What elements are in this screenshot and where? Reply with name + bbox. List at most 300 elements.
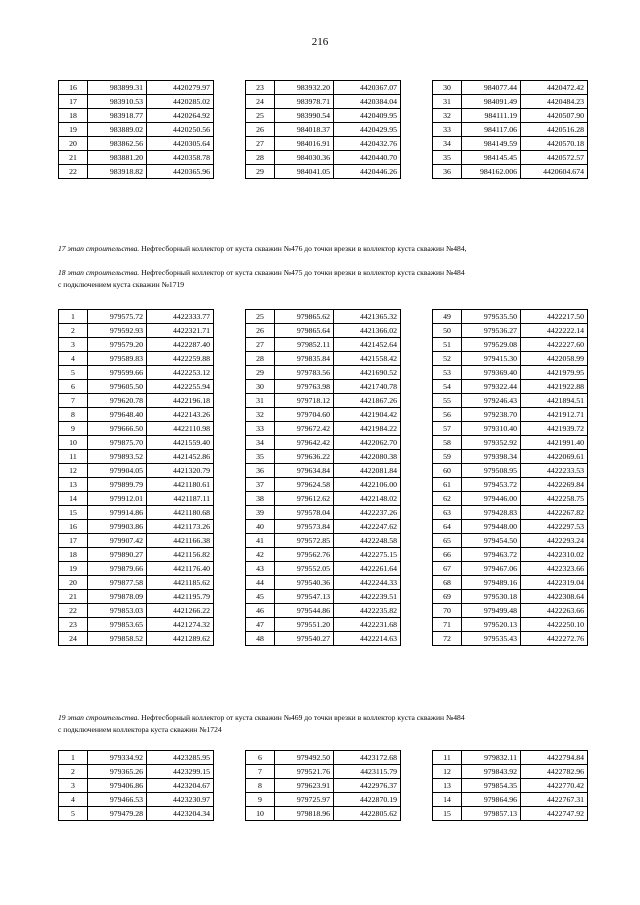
y-coordinate-cell: 4420409.95 (334, 109, 401, 123)
point-number-cell: 24 (59, 632, 88, 646)
point-number-cell: 35 (433, 151, 462, 165)
table-row (246, 324, 401, 338)
point-number-cell: 2 (59, 324, 88, 338)
point-number-cell: 40 (246, 520, 275, 534)
caption-stage-17 (58, 243, 598, 255)
table-row (59, 366, 214, 380)
x-coordinate-cell: 983889.02 (88, 123, 147, 137)
table-row (433, 352, 588, 366)
y-coordinate-cell: 4421195.79 (147, 590, 214, 604)
table-row (59, 618, 214, 632)
point-number-cell: 1 (59, 310, 88, 324)
table-row (433, 604, 588, 618)
table-row (246, 464, 401, 478)
y-coordinate-cell: 4422248.58 (334, 534, 401, 548)
y-coordinate-cell: 4420285.02 (147, 95, 214, 109)
point-number-cell: 65 (433, 534, 462, 548)
point-number-cell: 8 (59, 408, 88, 422)
x-coordinate-cell: 979843.92 (462, 765, 521, 779)
y-coordinate-cell: 4422261.64 (334, 562, 401, 576)
caption-stage-18 (58, 267, 598, 291)
y-coordinate-cell: 4422293.24 (521, 534, 588, 548)
y-coordinate-cell: 4422253.12 (147, 366, 214, 380)
table-row (246, 779, 401, 793)
y-coordinate-cell: 4422231.68 (334, 618, 401, 632)
table-row (433, 151, 588, 165)
x-coordinate-cell: 979508.95 (462, 464, 521, 478)
y-coordinate-cell: 4422148.02 (334, 492, 401, 506)
y-coordinate-cell: 4422747.92 (521, 807, 588, 821)
point-number-cell: 14 (433, 793, 462, 807)
table-row (246, 793, 401, 807)
y-coordinate-cell: 4421558.42 (334, 352, 401, 366)
y-coordinate-cell: 4421991.40 (521, 436, 588, 450)
table-row (246, 394, 401, 408)
table-row (433, 81, 588, 95)
x-coordinate-cell: 979605.50 (88, 380, 147, 394)
x-coordinate-cell: 984145.45 (462, 151, 521, 165)
x-coordinate-cell: 979551.20 (275, 618, 334, 632)
coordinates-table (58, 80, 214, 179)
x-coordinate-cell: 979620.78 (88, 394, 147, 408)
y-coordinate-cell: 4422319.04 (521, 576, 588, 590)
table-row (433, 618, 588, 632)
y-coordinate-cell: 4421452.64 (334, 338, 401, 352)
y-coordinate-cell: 4422062.70 (334, 436, 401, 450)
x-coordinate-cell: 979589.83 (88, 352, 147, 366)
table-row (246, 562, 401, 576)
table-row (246, 310, 401, 324)
x-coordinate-cell: 979877.58 (88, 576, 147, 590)
x-coordinate-cell: 979899.79 (88, 478, 147, 492)
coordinates-section-1 (58, 80, 588, 179)
x-coordinate-cell: 984016.91 (275, 137, 334, 151)
table-row (59, 338, 214, 352)
y-coordinate-cell: 4421274.32 (147, 618, 214, 632)
y-coordinate-cell: 4422247.62 (334, 520, 401, 534)
point-number-cell: 22 (59, 165, 88, 179)
table-row (246, 165, 401, 179)
x-coordinate-cell: 979875.70 (88, 436, 147, 450)
point-number-cell: 68 (433, 576, 462, 590)
table-row (433, 394, 588, 408)
table-row (59, 751, 214, 765)
y-coordinate-cell: 4420305.64 (147, 137, 214, 151)
y-coordinate-cell: 4422269.84 (521, 478, 588, 492)
y-coordinate-cell: 4421176.40 (147, 562, 214, 576)
table-row (59, 534, 214, 548)
x-coordinate-cell: 983910.53 (88, 95, 147, 109)
y-coordinate-cell: 4421559.40 (147, 436, 214, 450)
table-row (59, 310, 214, 324)
y-coordinate-cell: 4421180.68 (147, 506, 214, 520)
y-coordinate-cell: 4421452.86 (147, 450, 214, 464)
y-coordinate-cell: 4422258.75 (521, 492, 588, 506)
table-row (59, 807, 214, 821)
x-coordinate-cell: 979535.50 (462, 310, 521, 324)
coordinates-section-2 (58, 309, 588, 646)
point-number-cell: 52 (433, 352, 462, 366)
y-coordinate-cell: 4422333.77 (147, 310, 214, 324)
point-number-cell: 60 (433, 464, 462, 478)
table-row (246, 352, 401, 366)
point-number-cell: 11 (433, 751, 462, 765)
x-coordinate-cell: 979369.40 (462, 366, 521, 380)
x-coordinate-cell: 984091.49 (462, 95, 521, 109)
table-row (246, 95, 401, 109)
table-row (433, 751, 588, 765)
point-number-cell: 70 (433, 604, 462, 618)
table-row (433, 520, 588, 534)
x-coordinate-cell: 979835.84 (275, 352, 334, 366)
point-number-cell: 4 (59, 793, 88, 807)
table-row (59, 464, 214, 478)
point-number-cell: 62 (433, 492, 462, 506)
caption-stage-19-line2: с подключением коллектора куста скважин №1724 (58, 725, 222, 734)
point-number-cell: 18 (59, 548, 88, 562)
x-coordinate-cell: 979865.62 (275, 310, 334, 324)
table-row (433, 324, 588, 338)
x-coordinate-cell: 979572.85 (275, 534, 334, 548)
y-coordinate-cell: 4421180.61 (147, 478, 214, 492)
caption-stage-17-text: Нефтесборный коллектор от куста скважин №476 до точки врезки в коллектор куста скважин №484, (139, 244, 467, 253)
x-coordinate-cell: 979540.27 (275, 632, 334, 646)
point-number-cell: 9 (59, 422, 88, 436)
point-number-cell: 43 (246, 562, 275, 576)
x-coordinate-cell: 979907.42 (88, 534, 147, 548)
point-number-cell: 2 (59, 765, 88, 779)
x-coordinate-cell: 983918.82 (88, 165, 147, 179)
table-row (59, 408, 214, 422)
table-row (433, 576, 588, 590)
y-coordinate-cell: 4421984.22 (334, 422, 401, 436)
table-row (433, 137, 588, 151)
point-number-cell: 67 (433, 562, 462, 576)
table-row (433, 632, 588, 646)
table-row (246, 123, 401, 137)
y-coordinate-cell: 4420484.23 (521, 95, 588, 109)
y-coordinate-cell: 4422069.61 (521, 450, 588, 464)
x-coordinate-cell: 979520.13 (462, 618, 521, 632)
table-row (59, 165, 214, 179)
y-coordinate-cell: 4422310.02 (521, 548, 588, 562)
x-coordinate-cell: 979530.18 (462, 590, 521, 604)
point-number-cell: 33 (246, 422, 275, 436)
x-coordinate-cell: 979642.42 (275, 436, 334, 450)
y-coordinate-cell: 4421904.42 (334, 408, 401, 422)
x-coordinate-cell: 984117.06 (462, 123, 521, 137)
point-number-cell: 15 (59, 506, 88, 520)
point-number-cell: 50 (433, 324, 462, 338)
x-coordinate-cell: 979858.52 (88, 632, 147, 646)
table-row (433, 366, 588, 380)
point-number-cell: 72 (433, 632, 462, 646)
table-row (59, 324, 214, 338)
y-coordinate-cell: 4420250.56 (147, 123, 214, 137)
y-coordinate-cell: 4422767.31 (521, 793, 588, 807)
point-number-cell: 10 (59, 436, 88, 450)
y-coordinate-cell: 4422275.15 (334, 548, 401, 562)
table-row (433, 534, 588, 548)
y-coordinate-cell: 4420570.18 (521, 137, 588, 151)
y-coordinate-cell: 4420446.26 (334, 165, 401, 179)
table-row (59, 436, 214, 450)
x-coordinate-cell: 983862.56 (88, 137, 147, 151)
y-coordinate-cell: 4420604.674 (521, 165, 588, 179)
y-coordinate-cell: 4422106.00 (334, 478, 401, 492)
y-coordinate-cell: 4421320.79 (147, 464, 214, 478)
table-row (433, 436, 588, 450)
point-number-cell: 55 (433, 394, 462, 408)
point-number-cell: 25 (246, 109, 275, 123)
x-coordinate-cell: 979666.50 (88, 422, 147, 436)
y-coordinate-cell: 4422267.82 (521, 506, 588, 520)
point-number-cell: 16 (59, 520, 88, 534)
table-row (246, 807, 401, 821)
x-coordinate-cell: 979783.56 (275, 366, 334, 380)
x-coordinate-cell: 984030.36 (275, 151, 334, 165)
x-coordinate-cell: 979818.96 (275, 807, 334, 821)
table-row (246, 548, 401, 562)
table-row (433, 807, 588, 821)
point-number-cell: 19 (59, 123, 88, 137)
point-number-cell: 34 (433, 137, 462, 151)
x-coordinate-cell: 979448.00 (462, 520, 521, 534)
y-coordinate-cell: 4422244.33 (334, 576, 401, 590)
y-coordinate-cell: 4422143.26 (147, 408, 214, 422)
point-number-cell: 45 (246, 590, 275, 604)
point-number-cell: 5 (59, 366, 88, 380)
table-row (433, 506, 588, 520)
y-coordinate-cell: 4422805.62 (334, 807, 401, 821)
point-number-cell: 9 (246, 793, 275, 807)
x-coordinate-cell: 979365.26 (88, 765, 147, 779)
point-number-cell: 18 (59, 109, 88, 123)
x-coordinate-cell: 979479.28 (88, 807, 147, 821)
y-coordinate-cell: 4422259.88 (147, 352, 214, 366)
x-coordinate-cell: 979725.97 (275, 793, 334, 807)
point-number-cell: 42 (246, 548, 275, 562)
x-coordinate-cell: 979322.44 (462, 380, 521, 394)
point-number-cell: 31 (433, 95, 462, 109)
table-row (433, 562, 588, 576)
point-number-cell: 7 (59, 394, 88, 408)
table-row (433, 464, 588, 478)
table-row (59, 632, 214, 646)
table-row (246, 632, 401, 646)
point-number-cell: 38 (246, 492, 275, 506)
x-coordinate-cell: 979547.13 (275, 590, 334, 604)
point-number-cell: 24 (246, 95, 275, 109)
point-number-cell: 37 (246, 478, 275, 492)
table-row (246, 751, 401, 765)
point-number-cell: 23 (59, 618, 88, 632)
table-row (59, 352, 214, 366)
table-row (59, 793, 214, 807)
coordinates-table (432, 309, 588, 646)
y-coordinate-cell: 4423172.68 (334, 751, 401, 765)
point-number-cell: 63 (433, 506, 462, 520)
point-number-cell: 21 (59, 151, 88, 165)
point-number-cell: 8 (246, 779, 275, 793)
y-coordinate-cell: 4420432.76 (334, 137, 401, 151)
caption-stage-18-line2: с подключением куста скважин №1719 (58, 280, 185, 289)
y-coordinate-cell: 4420279.97 (147, 81, 214, 95)
y-coordinate-cell: 4422770.42 (521, 779, 588, 793)
table-row (433, 765, 588, 779)
y-coordinate-cell: 4421185.62 (147, 576, 214, 590)
table-row (59, 590, 214, 604)
table-row (59, 506, 214, 520)
point-number-cell: 47 (246, 618, 275, 632)
table-row (59, 151, 214, 165)
point-number-cell: 29 (246, 165, 275, 179)
coordinates-table (432, 80, 588, 179)
point-number-cell: 22 (59, 604, 88, 618)
x-coordinate-cell: 979763.98 (275, 380, 334, 394)
table-row (433, 408, 588, 422)
y-coordinate-cell: 4422237.26 (334, 506, 401, 520)
table-row (246, 534, 401, 548)
x-coordinate-cell: 979903.86 (88, 520, 147, 534)
point-number-cell: 4 (59, 352, 88, 366)
table-row (59, 492, 214, 506)
point-number-cell: 32 (246, 408, 275, 422)
y-coordinate-cell: 4422235.82 (334, 604, 401, 618)
point-number-cell: 56 (433, 408, 462, 422)
point-number-cell: 23 (246, 81, 275, 95)
point-number-cell: 12 (433, 765, 462, 779)
caption-stage-19-text: Нефтесборный коллектор от куста скважин №469 до точки врезки в коллектор куста скважин №484 (139, 713, 465, 722)
x-coordinate-cell: 984149.59 (462, 137, 521, 151)
point-number-cell: 7 (246, 765, 275, 779)
table-row (246, 422, 401, 436)
coordinates-table (58, 750, 214, 821)
table-row (59, 422, 214, 436)
y-coordinate-cell: 4421289.62 (147, 632, 214, 646)
x-coordinate-cell: 984162.006 (462, 165, 521, 179)
x-coordinate-cell: 979879.66 (88, 562, 147, 576)
caption-stage-17-lead: 17 этап строительства. (58, 244, 140, 253)
point-number-cell: 36 (433, 165, 462, 179)
y-coordinate-cell: 4421939.72 (521, 422, 588, 436)
point-number-cell: 29 (246, 366, 275, 380)
point-number-cell: 21 (59, 590, 88, 604)
table-row (246, 765, 401, 779)
y-coordinate-cell: 4423115.79 (334, 765, 401, 779)
table-row (246, 618, 401, 632)
x-coordinate-cell: 979529.08 (462, 338, 521, 352)
x-coordinate-cell: 979612.62 (275, 492, 334, 506)
point-number-cell: 14 (59, 492, 88, 506)
x-coordinate-cell: 979544.86 (275, 604, 334, 618)
point-number-cell: 12 (59, 464, 88, 478)
x-coordinate-cell: 979578.04 (275, 506, 334, 520)
coordinates-section-3 (58, 750, 588, 821)
x-coordinate-cell: 979562.76 (275, 548, 334, 562)
y-coordinate-cell: 4421922.88 (521, 380, 588, 394)
table-row (59, 520, 214, 534)
table-row (246, 492, 401, 506)
x-coordinate-cell: 984077.44 (462, 81, 521, 95)
table-row (59, 123, 214, 137)
table-row (433, 165, 588, 179)
point-number-cell: 10 (246, 807, 275, 821)
y-coordinate-cell: 4423230.97 (147, 793, 214, 807)
y-coordinate-cell: 4422250.10 (521, 618, 588, 632)
table-row (246, 450, 401, 464)
x-coordinate-cell: 983978.71 (275, 95, 334, 109)
x-coordinate-cell: 979648.40 (88, 408, 147, 422)
coordinates-table (245, 750, 401, 821)
table-row (433, 492, 588, 506)
table-row (59, 478, 214, 492)
y-coordinate-cell: 4422323.66 (521, 562, 588, 576)
point-number-cell: 71 (433, 618, 462, 632)
y-coordinate-cell: 4421266.22 (147, 604, 214, 618)
table-row (433, 310, 588, 324)
table-row (433, 422, 588, 436)
x-coordinate-cell: 979492.50 (275, 751, 334, 765)
point-number-cell: 64 (433, 520, 462, 534)
x-coordinate-cell: 984018.37 (275, 123, 334, 137)
point-number-cell: 16 (59, 81, 88, 95)
x-coordinate-cell: 979852.11 (275, 338, 334, 352)
coordinates-table (432, 750, 588, 821)
x-coordinate-cell: 979454.50 (462, 534, 521, 548)
y-coordinate-cell: 4420367.07 (334, 81, 401, 95)
y-coordinate-cell: 4423285.95 (147, 751, 214, 765)
x-coordinate-cell: 979853.65 (88, 618, 147, 632)
x-coordinate-cell: 984111.19 (462, 109, 521, 123)
point-number-cell: 27 (246, 338, 275, 352)
point-number-cell: 20 (59, 137, 88, 151)
y-coordinate-cell: 4421366.02 (334, 324, 401, 338)
point-number-cell: 53 (433, 366, 462, 380)
y-coordinate-cell: 4422297.53 (521, 520, 588, 534)
x-coordinate-cell: 979634.84 (275, 464, 334, 478)
x-coordinate-cell: 979415.30 (462, 352, 521, 366)
y-coordinate-cell: 4421867.26 (334, 394, 401, 408)
y-coordinate-cell: 4422287.40 (147, 338, 214, 352)
point-number-cell: 28 (246, 352, 275, 366)
x-coordinate-cell: 979854.35 (462, 779, 521, 793)
table-row (59, 562, 214, 576)
table-row (246, 590, 401, 604)
point-number-cell: 66 (433, 548, 462, 562)
table-row (433, 590, 588, 604)
y-coordinate-cell: 4421173.26 (147, 520, 214, 534)
table-row (59, 604, 214, 618)
point-number-cell: 3 (59, 779, 88, 793)
point-number-cell: 32 (433, 109, 462, 123)
y-coordinate-cell: 4421912.71 (521, 408, 588, 422)
x-coordinate-cell: 979704.60 (275, 408, 334, 422)
point-number-cell: 17 (59, 534, 88, 548)
point-number-cell: 30 (433, 81, 462, 95)
point-number-cell: 13 (433, 779, 462, 793)
table-row (433, 793, 588, 807)
table-row (433, 380, 588, 394)
x-coordinate-cell: 979865.64 (275, 324, 334, 338)
y-coordinate-cell: 4422255.94 (147, 380, 214, 394)
table-row (59, 779, 214, 793)
table-row (246, 137, 401, 151)
y-coordinate-cell: 4420429.95 (334, 123, 401, 137)
table-row (246, 109, 401, 123)
coordinates-table (245, 80, 401, 179)
x-coordinate-cell: 979428.83 (462, 506, 521, 520)
